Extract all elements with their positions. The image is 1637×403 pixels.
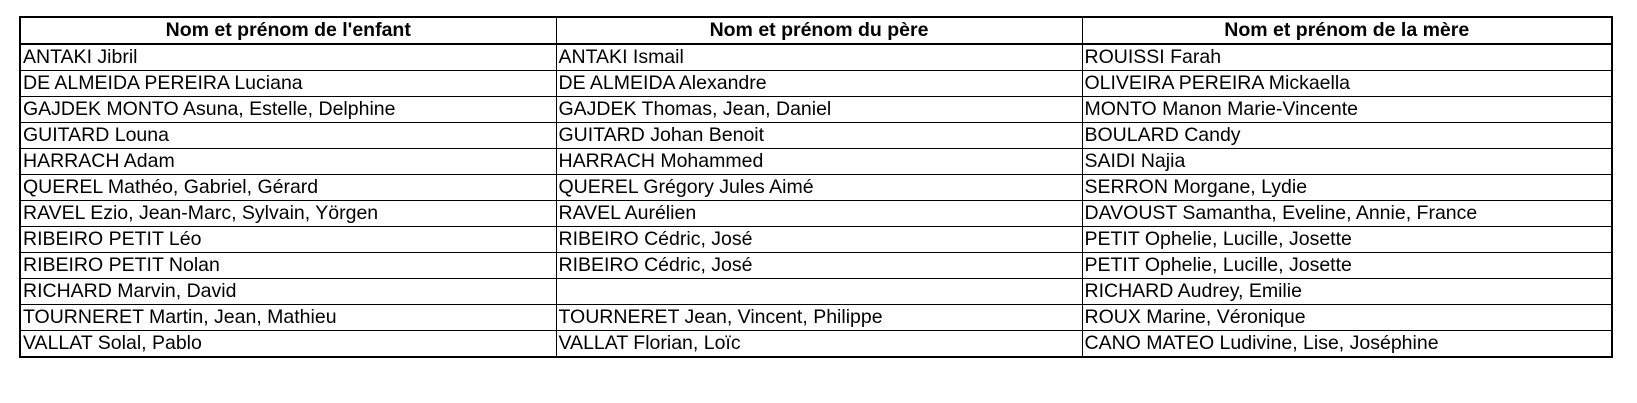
table-body: [20, 44, 1612, 357]
mother-name-cell: PETIT Ophelie, Lucille, Josette: [1082, 253, 1612, 279]
table-header: [20, 17, 1612, 44]
child-name-cell: RAVEL Ezio, Jean-Marc, Sylvain, Yörgen: [20, 201, 556, 227]
header-row: [20, 17, 1612, 44]
birth-registry-table: [19, 16, 1613, 358]
father-name-cell: RAVEL Aurélien: [556, 201, 1082, 227]
table-row: [20, 227, 1612, 253]
table-row: [20, 253, 1612, 279]
father-name-cell: RIBEIRO Cédric, José: [556, 227, 1082, 253]
table-row: [20, 97, 1612, 123]
mother-name-cell: CANO MATEO Ludivine, Lise, Joséphine: [1082, 331, 1612, 358]
child-name-cell: RIBEIRO PETIT Nolan: [20, 253, 556, 279]
father-name-cell: GAJDEK Thomas, Jean, Daniel: [556, 97, 1082, 123]
header-mother-name: Nom et prénom de la mère: [1082, 17, 1612, 44]
child-name-cell: DE ALMEIDA PEREIRA Luciana: [20, 71, 556, 97]
mother-name-cell: RICHARD Audrey, Emilie: [1082, 279, 1612, 305]
child-name-cell: HARRACH Adam: [20, 149, 556, 175]
father-name-cell: DE ALMEIDA Alexandre: [556, 71, 1082, 97]
child-name-cell: QUEREL Mathéo, Gabriel, Gérard: [20, 175, 556, 201]
mother-name-cell: ROUISSI Farah: [1082, 44, 1612, 71]
father-name-cell: [556, 279, 1082, 305]
child-name-cell: RICHARD Marvin, David: [20, 279, 556, 305]
table-row: [20, 175, 1612, 201]
child-name-cell: VALLAT Solal, Pablo: [20, 331, 556, 358]
table-row: [20, 279, 1612, 305]
child-name-cell: GUITARD Louna: [20, 123, 556, 149]
header-child-name: Nom et prénom de l'enfant: [20, 17, 556, 44]
table-row: [20, 44, 1612, 71]
child-name-cell: TOURNERET Martin, Jean, Mathieu: [20, 305, 556, 331]
table-row: [20, 305, 1612, 331]
child-name-cell: GAJDEK MONTO Asuna, Estelle, Delphine: [20, 97, 556, 123]
mother-name-cell: DAVOUST Samantha, Eveline, Annie, France: [1082, 201, 1612, 227]
father-name-cell: RIBEIRO Cédric, José: [556, 253, 1082, 279]
header-father-name: Nom et prénom du père: [556, 17, 1082, 44]
father-name-cell: TOURNERET Jean, Vincent, Philippe: [556, 305, 1082, 331]
mother-name-cell: SAIDI Najia: [1082, 149, 1612, 175]
father-name-cell: ANTAKI Ismail: [556, 44, 1082, 71]
table-row: [20, 331, 1612, 358]
father-name-cell: VALLAT Florian, Loïc: [556, 331, 1082, 358]
mother-name-cell: BOULARD Candy: [1082, 123, 1612, 149]
mother-name-cell: SERRON Morgane, Lydie: [1082, 175, 1612, 201]
child-name-cell: ANTAKI Jibril: [20, 44, 556, 71]
father-name-cell: QUEREL Grégory Jules Aimé: [556, 175, 1082, 201]
father-name-cell: HARRACH Mohammed: [556, 149, 1082, 175]
table-row: [20, 201, 1612, 227]
table-row: [20, 123, 1612, 149]
table-row: [20, 71, 1612, 97]
mother-name-cell: ROUX Marine, Véronique: [1082, 305, 1612, 331]
table-row: [20, 149, 1612, 175]
mother-name-cell: OLIVEIRA PEREIRA Mickaella: [1082, 71, 1612, 97]
child-name-cell: RIBEIRO PETIT Léo: [20, 227, 556, 253]
mother-name-cell: PETIT Ophelie, Lucille, Josette: [1082, 227, 1612, 253]
mother-name-cell: MONTO Manon Marie-Vincente: [1082, 97, 1612, 123]
father-name-cell: GUITARD Johan Benoit: [556, 123, 1082, 149]
